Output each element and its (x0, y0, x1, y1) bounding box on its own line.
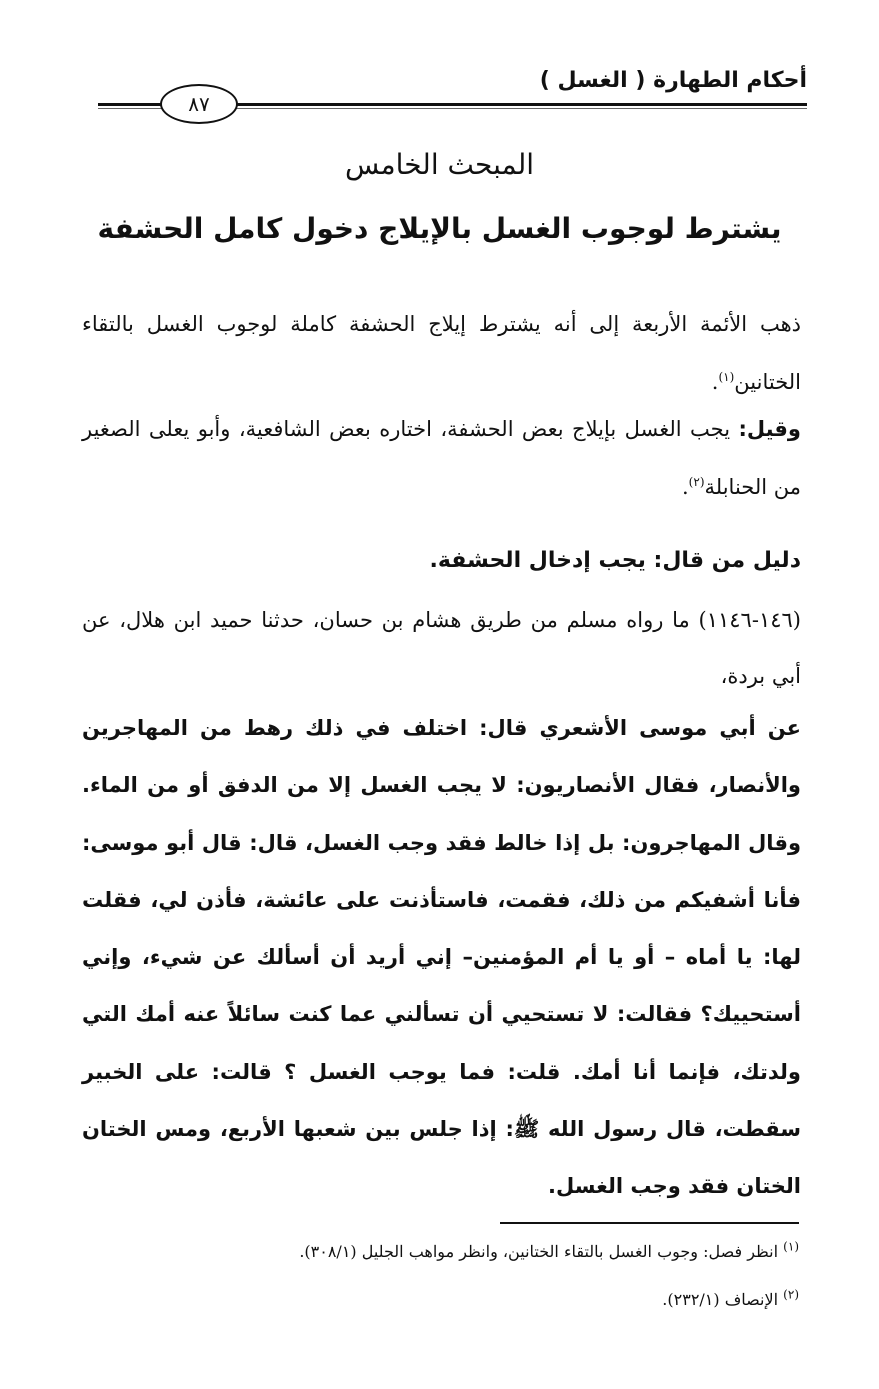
page-number (160, 84, 238, 124)
section-heading: المبحث الخامس (344, 148, 535, 181)
paragraph-1 (82, 295, 801, 411)
footnote-2 (90, 1287, 799, 1309)
page-number-text: ٨٧ (188, 92, 210, 116)
running-header-title: أحكام الطهارة ( الغسل ) (539, 68, 807, 93)
paragraph-1-end: . (711, 370, 719, 394)
evidence-heading: دليل من قال: يجب إدخال الحشفة. (429, 548, 801, 573)
header-rule (232, 103, 807, 106)
footnote-1-marker: (١) (783, 1239, 799, 1254)
footnote-2-text: الإنصاف (٢٣٢/١). (662, 1290, 779, 1309)
footnote-ref-1: (١) (718, 370, 735, 384)
paragraph-1-text: ذهب الأئمة الأربعة إلى أنه يشترط إيلاج الحشفة كاملة لوجوب الغسل بالتقاء الختانين (82, 312, 801, 394)
footnote-2-marker: (٢) (783, 1287, 799, 1302)
paragraph-2-end: . (681, 475, 689, 499)
header-rule-left-thin (98, 108, 162, 109)
paragraph-2-text: يجب الغسل بإيلاج بعض الحشفة، اختاره بعض الشافعية، وأبو يعلى الصغير من الحنابلة (82, 417, 801, 499)
footnote-1 (90, 1239, 799, 1261)
footnote-ref-2: (٢) (688, 475, 705, 489)
paragraph-2-label: وقيل: (738, 417, 801, 441)
section-title: يشترط لوجوب الغسل بالإيلاج دخول كامل الحشفة (97, 212, 782, 245)
paragraph-2 (82, 400, 801, 516)
footnote-1-text: انظر فصل: وجوب الغسل بالتقاء الختانين، وانظر مواهب الجليل (٣٠٨/١). (299, 1242, 779, 1261)
header-rule-left (98, 103, 162, 106)
header-rule-thin (232, 108, 807, 109)
hadith-chain: (١٤٦-١١٤٦) ما رواه مسلم من طريق هشام بن حسان، حدثنا حميد ابن هلال، عن أبي بردة، (82, 608, 801, 688)
hadith-text: عن أبي موسى الأشعري قال: اختلف في ذلك رهط من المهاجرين والأنصار، فقال الأنصاريون: لا يجب الغسل إلا من الدفق أو من الماء. وقال المهاجرون: بل إذا خالط فقد وجب الغسل، قال: قال أبو موسى: فأنا أشفيكم من ذلك، فقمت، فاستأذنت على عائشة، فأذن لي، فقلت لها: يا أماه – أو يا أم المؤمنين– إني أريد أن أسألك عن شيء، وإني أستحييك؟ فقالت: لا تستحيي أن تسألني عما كنت سائلاً عنه أمك التي ولدتك، فإنما أنا أمك. قلت: فما يوجب الغسل ؟ قالت: على الخبير سقطت، قال رسول الله ﷺ: إذا جلس بين شعبها الأربع، ومس الختان الختان فقد وجب الغسل. (82, 716, 801, 1199)
footnote-separator (500, 1222, 799, 1224)
